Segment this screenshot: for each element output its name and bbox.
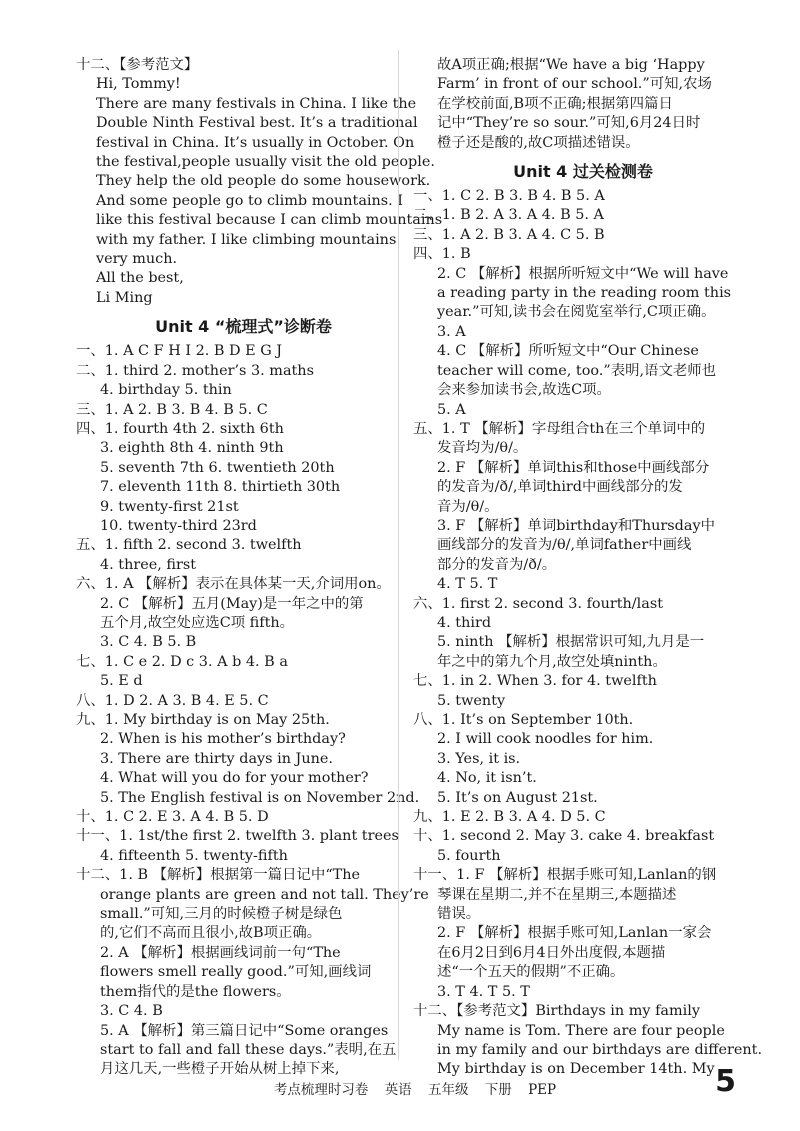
answer-line: 5. It’s on August 21st. [437,789,598,806]
answer-line: They help the old people do some housework. [96,173,431,190]
answer-line: 一、1. C 2. B 3. B 4. B 5. A [413,188,605,205]
answer-line: 七、1. C e 2. D c 3. A b 4. B a [76,653,288,670]
answer-line: 十一、1. 1st/the first 2. twelfth 3. plant trees [76,828,399,845]
answer-line: 5. The English festival is on November 2nd. [100,789,420,806]
answer-line: 七、1. in 2. When 3. for 4. twelfth [413,673,657,690]
answer-line: 4. birthday 5. thin [100,382,232,399]
answer-line: 十二、【参考范文】Birthdays in my family [413,1003,700,1020]
answer-line: 橙子还是酸的,故C项描述错误。 [437,134,640,151]
answer-line: 八、1. D 2. A 3. B 4. E 5. C [76,692,269,709]
answer-line: start to fall and fall these days.”表明,在五 [100,1041,397,1058]
footer-series: 考点梳理时习卷 [273,1082,369,1098]
answer-line: 述“一个五天的假期”不正确。 [437,964,625,981]
answer-line: 六、1. A 【解析】表示在具体某一天,介词用on。 [76,576,391,593]
answer-line: 5. seventh 7th 6. twentieth 20th [100,459,335,476]
answer-line: Hi, Tommy! [96,76,181,93]
answer-line: them指代的是the flowers。 [100,983,291,1000]
footer-subject: 英语 [384,1082,412,1098]
answer-line: 4. C 【解析】所听短文中“Our Chinese [437,343,699,360]
answer-line: 故A项正确;根据“We have a big ‘Happy [437,57,705,73]
answer-line: teacher will come, too.”表明,语文老师也 [437,362,717,379]
answer-line: 五、1. T 【解析】字母组合th在三个单词中的 [413,420,706,437]
answer-line: Li Ming [96,289,153,306]
answer-line: 六、1. first 2. second 3. fourth/last [413,595,663,612]
answer-line: My name is Tom. There are four people [437,1022,725,1039]
answer-line: 2. F 【解析】单词this和those中画线部分 [437,459,710,476]
answer-line: 2. F 【解析】根据手账可知,Lanlan一家会 [437,925,712,942]
answer-line: 4. T 5. T [437,576,498,593]
answer-line: 五个月,故空处应选C项 fifth。 [100,614,295,631]
right-column [413,56,763,1080]
answer-line: 4. three, first [100,556,197,573]
answer-line: And some people go to climb mountains. I [96,192,403,209]
answer-line: 五、1. fifth 2. second 3. twelfth [76,537,302,554]
answer-line: 部分的发音为/ð/。 [437,556,557,573]
answer-line: 3. eighth 8th 4. ninth 9th [100,440,284,457]
answer-line: 三、1. A 2. B 3. A 4. C 5. B [413,226,605,243]
answer-line: year.”可知,读书会在阅览室举行,C项正确。 [437,304,716,321]
answer-line: Double Ninth Festival best. It’s a traditional [96,115,418,132]
answer-line: 二、1. third 2. mother’s 3. maths [76,362,314,379]
answer-line: 三、1. A 2. B 3. B 4. B 5. C [76,401,268,418]
answer-line: 2. C 【解析】根据所听短文中“We will have [437,265,729,282]
answer-line: 2. I will cook noodles for him. [437,731,654,748]
answer-line: 5. A 【解析】第三篇日记中“Some oranges [100,1022,389,1039]
answer-line: a reading party in the reading room this [437,285,732,302]
answer-line: 错误。 [437,906,481,923]
answer-line: 4. fifteenth 5. twenty-fifth [100,847,288,864]
answer-line: 八、1. It’s on September 10th. [413,712,634,728]
answer-line: 5. ninth 【解析】根据常识可知,九月是一 [437,634,705,651]
answer-line: 记中“They’re so sour.”可知,6月24日时 [437,115,701,132]
answer-line: 5. A [437,401,466,418]
answer-line: 5. twenty [437,692,506,709]
answer-line: Farm’ in front of our school.”可知,农场 [437,76,712,93]
page-number: 5 [715,1064,736,1099]
footer-grade: 五年级 [427,1082,469,1098]
answer-line: 2. When is his mother’s birthday? [100,731,346,748]
answer-line: with my father. I like climbing mountains [96,231,397,248]
answer-line: 2. C 【解析】五月(May)是一年之中的第 [100,595,364,612]
answer-line: 画线部分的发音为/θ/,单词father中画线 [437,537,692,554]
answer-line: festival in China. It’s usually in October. On [96,134,415,151]
answer-line: 音为/θ/。 [437,498,499,515]
answer-line: 3. A [437,323,466,340]
answer-line: 5. fourth [437,847,501,864]
answer-line: 10. twenty-third 23rd [100,517,257,534]
answer-line: 的发音为/ð/,单词third中画线部分的发 [437,479,683,496]
answer-line: 4. What will you do for your mother? [100,770,369,787]
answer-line: 3. T 4. T 5. T [437,983,530,1000]
answer-line: 九、1. E 2. B 3. A 4. D 5. C [413,809,606,826]
answer-line: There are many festivals in China. I like the [96,95,417,112]
answer-line: small.”可知,三月的时候橙子树是绿色 [100,906,343,923]
answer-line: 二、1. B 2. A 3. A 4. B 5. A [413,207,604,224]
answer-line: 琴课在星期二,并不在星期三,本题描述 [437,886,677,903]
answer-line: 十、1. C 2. E 3. A 4. B 5. D [76,809,269,826]
answer-line: 十二、【参考范文】 [76,57,199,73]
answer-line: 3. There are thirty days in June. [100,750,333,767]
column-divider [398,50,399,1060]
answer-line: 年之中的第九个月,故空处填ninth。 [437,653,667,670]
answer-line: 十二、1. B 【解析】根据第一篇日记中“The [76,867,361,884]
answer-line: 3. C 4. B 5. B [100,634,197,651]
section-title: Unit 4 “梳理式”诊断卷 [155,317,332,337]
footer-volume: 下册 [484,1082,512,1098]
answer-line: the festival,people usually visit the old people. [96,154,435,171]
answer-line: My birthday is on December 14th. My [437,1061,715,1078]
answer-line: 4. No, it isn’t. [437,770,537,787]
answer-line: 一、1. A C F H I 2. B D E G J [76,343,283,360]
answer-line: 十一、1. F 【解析】根据手账可知,Lanlan的钢 [413,867,717,884]
answer-line: 7. eleventh 11th 8. thirtieth 30th [100,479,341,496]
answer-line: 发音均为/θ/。 [437,440,528,457]
footer-edition: PEP [528,1082,557,1098]
answer-line: 四、1. B [413,246,471,263]
answer-line: 在学校前面,B项不正确;根据第四篇日 [437,95,673,112]
answer-line: 4. third [437,614,492,631]
answer-line: like this festival because I can climb mountains [96,212,443,229]
answer-line: very much. [96,251,178,268]
answer-line: 月这几天,一些橙子开始从树上掉下来, [100,1061,340,1078]
section-title: Unit 4 过关检测卷 [513,162,653,182]
answer-line: 在6月2日到6月4日外出度假,本题描 [437,944,666,961]
answer-line: 四、1. fourth 4th 2. sixth 6th [76,420,284,437]
answer-line: 9. twenty-first 21st [100,498,239,515]
answer-line: 3. C 4. B [100,1003,163,1020]
answer-line: 2. A 【解析】根据画线词前一句“The [100,944,341,961]
answer-line: 会来参加读书会,故选C项。 [437,382,611,399]
answer-line: 3. Yes, it is. [437,750,521,767]
answer-line: orange plants are green and not tall. They’re [100,886,429,903]
answer-line: flowers smell really good.”可知,画线词 [100,964,372,981]
answer-line: 的,它们不高而且很小,故B项正确。 [100,925,322,942]
answer-line: 3. F 【解析】单词birthday和Thursday中 [437,517,715,534]
answer-line: 九、1. My birthday is on May 25th. [76,712,330,728]
page-footer [0,1078,800,1098]
answer-line: 十、1. second 2. May 3. cake 4. breakfast [413,828,715,845]
answer-line: All the best, [96,270,184,287]
answer-line: 5. E d [100,673,143,690]
answer-line: in my family and our birthdays are different. [437,1041,763,1058]
